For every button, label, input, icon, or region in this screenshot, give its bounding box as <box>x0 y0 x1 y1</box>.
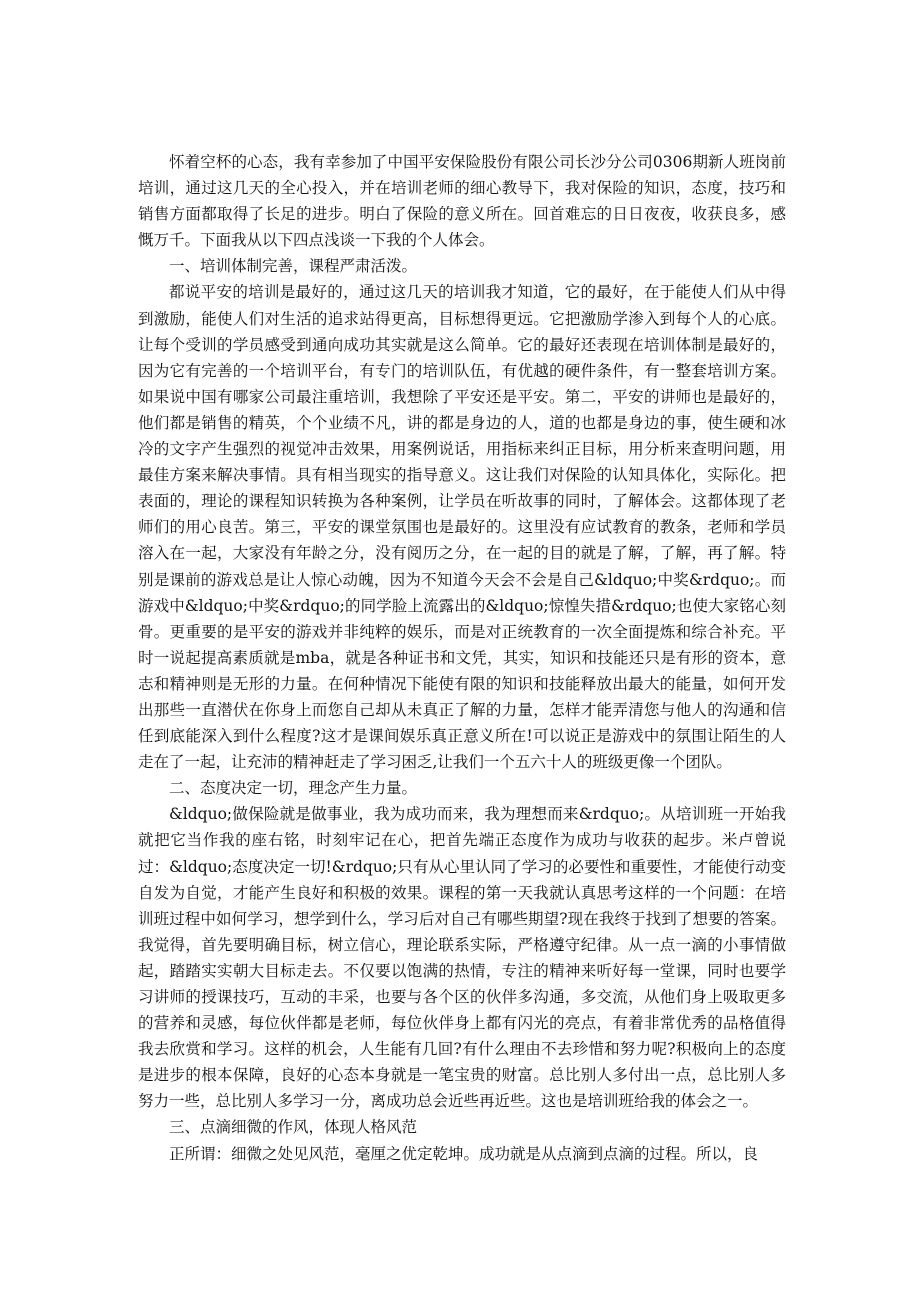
section-heading-2: 二、态度决定一切，理念产生力量。 <box>169 779 418 798</box>
document-body <box>138 149 786 1167</box>
section-1-paragraph: 都说平安的培训是最好的，通过这几天的培训我才知道，它的最好，在于能使人们从中得到激励，能使人们对生活的追求站得更高，目标想得更远。它把激励学渗入到每个人的心底。让每个受训的学员感受到通向成功其实就是这么简单。它的最好还表现在培训体制是最好的，因为它有完善的一个培训平台，有专门的培训队伍，有优越的硬件条件，有一整套培训方案。如果说中国有哪家公司最注重培训，我想除了平安还是平安。第二，平安的讲师也是最好的，他们都是销售的精英，个个业绩不凡，讲的都是身边的人，道的也都是身边的事，使生硬和冰冷的文字产生强烈的视觉冲击效果，用案例说话，用指标来纠正目标，用分析来查明问题，用最佳方案来解决事情。具有相当现实的指导意义。这让我们对保险的认知具体化，实际化。把表面的，理论的课程知识转换为各种案例，让学员在听故事的同时，了解体会。这都体现了老师们的用心良苦。第三，平安的课堂氛围也是最好的。这里没有应试教育的教条，老师和学员溶入在一起，大家没有年龄之分，没有阅历之分，在一起的目的就是了解，了解，再了解。特别是课前的游戏总是让人惊心动魄，因为不知道今天会不会是自己&ldquo;中奖&rdquo;。而游戏中&ldquo;中奖&rdquo;的同学脸上流露出的&ldquo;惊惶失措&rdquo;也使大家铭心刻骨。更重要的是平安的游戏并非纯粹的娱乐，而是对正统教育的一次全面提炼和综合补充。平时一说起提高素质就是mba，就是各种证书和文凭，其实，知识和技能还只是有形的资本，意志和精神则是无形的力量。在何种情况下能使有限的知识和技能释放出最大的能量，如何开发出那些一直潜伏在你身上而您自己却从未真正了解的力量，怎样才能弄清您与他人的沟通和信任到底能深入到什么程度?这才是课间娱乐真正意义所在!可以说正是游戏中的氛围让陌生的人走在了一起，让充沛的精神赶走了学习困乏,让我们一个五六十人的班级更像一个团队。 <box>138 283 786 772</box>
section-heading-3: 三、点滴细微的作风，体现人格风范 <box>169 1118 418 1137</box>
section-3-paragraph: 正所谓：细微之处见风范，毫厘之优定乾坤。成功就是从点滴到点滴的过程。所以，良 <box>169 1144 759 1163</box>
section-2-paragraph: &ldquo;做保险就是做事业，我为成功而来，我为理想而来&rdquo;。从培训班一开始我就把它当作我的座右铭，时刻牢记在心，把首先端正态度作为成功与收获的起步。米卢曾说过：&ldquo;态度决定一切!&rdquo;只有从心里认同了学习的必要性和重要性，才能使行动变自发为自觉，才能产生良好和积极的效果。课程的第一天我就认真思考这样的一个问题：在培训班过程中如何学习，想学到什么，学习后对自己有哪些期望?现在我终于找到了想要的答案。我觉得，首先要明确目标，树立信心，理论联系实际，严格遵守纪律。从一点一滴的小事情做起，踏踏实实朝大目标走去。不仅要以饱满的热情，专注的精神来听好每一堂课，同时也要学习讲师的授课技巧，互动的丰采，也要与各个区的伙伴多沟通，多交流，从他们身上吸取更多的营养和灵感，每位伙伴都是老师，每位伙伴身上都有闪光的亮点，有着非常优秀的品格值得我去欣赏和学习。这样的机会，人生能有几回?有什么理由不去珍惜和努力呢?积极向上的态度是进步的根本保障，良好的心态本身就是一笔宝贵的财富。总比别人多付出一点，总比别人多努力一些，总比别人多学习一分，离成功总会近些再近些。这也是培训班给我的体会之一。 <box>138 805 786 1111</box>
intro-paragraph: 怀着空杯的心态，我有幸参加了中国平安保险股份有限公司长沙分公司0306期新人班岗前培训，通过这几天的全心投入，并在培训老师的细心教导下，我对保险的知识，态度，技巧和销售方面都取得了长足的进步。明白了保险的意义所在。回首难忘的日日夜夜，收获良多，感慨万千。下面我从以下四点浅谈一下我的个人体会。 <box>138 153 786 250</box>
section-heading-1: 一、培训体制完善，课程严肃活泼。 <box>169 257 418 276</box>
